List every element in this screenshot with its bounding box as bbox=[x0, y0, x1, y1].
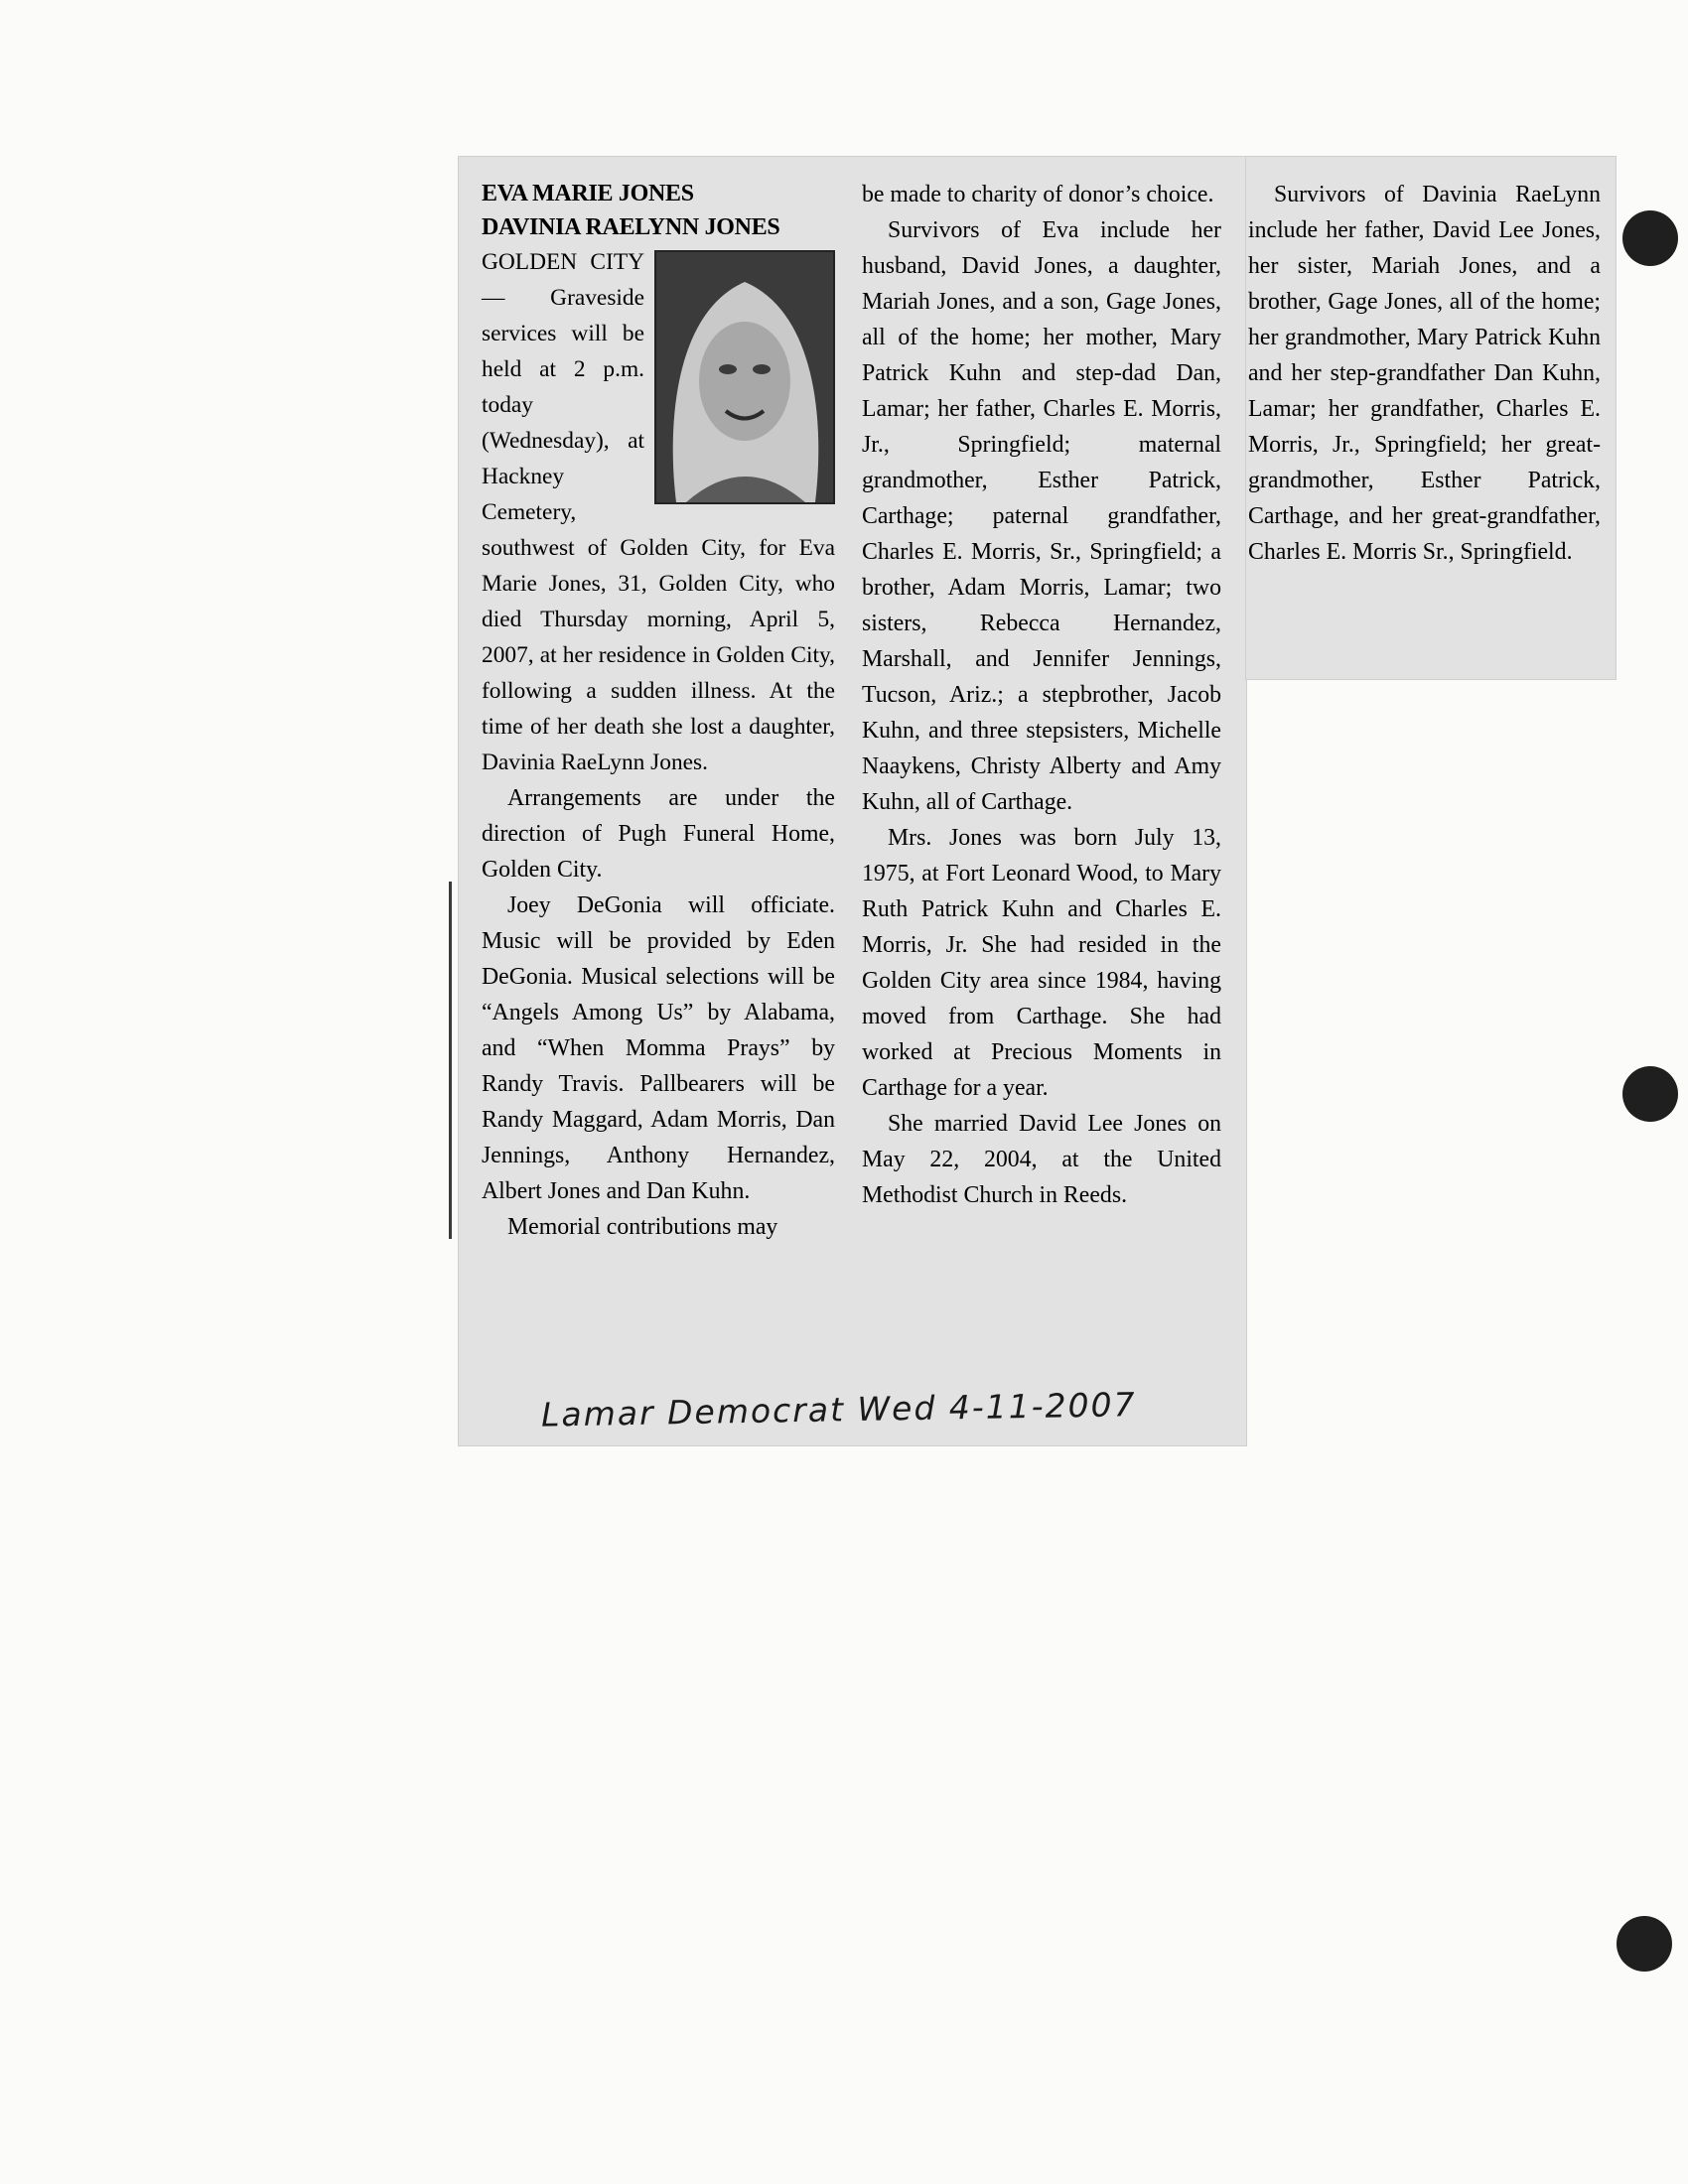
binder-hole bbox=[1622, 1066, 1678, 1122]
obituary-paragraph: Mrs. Jones was born July 13, 1975, at Fort Leonard Wood, to Mary Ruth Patrick Kuhn and Charles E. Morris, Jr. She had resided in the Golden City area since 1984, having moved from Carthage. She had worked at Precious Moments in Carthage for a year. bbox=[862, 825, 1221, 1101]
obituary-paragraph: Joey DeGonia will officiate. Music will be provided by Eden DeGonia. Musical selections will be “Angels Among Us” by Alabama, and “When Momma Prays” by Randy Travis. Pallbearers will be Randy Maggard, Adam Morris, Dan Jennings, Anthony Hernandez, Albert Jones and Dan Kuhn. bbox=[482, 892, 835, 1204]
headline: DAVINIA RAELYNN JONES bbox=[482, 214, 780, 240]
obituary-paragraph: Arrangements are under the direction of Pugh Funeral Home, Golden City. bbox=[482, 785, 835, 883]
headline: EVA MARIE JONES bbox=[482, 181, 694, 206]
obituary-column-2 bbox=[862, 177, 1221, 1213]
obituary-column-1 bbox=[482, 177, 835, 1245]
bleed-through-text bbox=[1291, 695, 1489, 1291]
portrait-photo bbox=[654, 250, 835, 504]
obituary-paragraph: GOLDEN CITY — Graveside services will be held at 2 p.m. today (Wednesday), at Hackney Cemetery, southwest of Golden City, for Eva Marie Jones, 31, Golden City, who died Thursday morning, April 5, 2007, at her residence in Golden City, following a sudden illness. At the time of her death she lost a daughter, Davinia RaeLynn Jones. bbox=[482, 249, 835, 775]
obituary-paragraph: Memorial contributions may bbox=[507, 1214, 778, 1240]
binder-hole bbox=[1617, 1916, 1672, 1972]
obituary-column-3 bbox=[1248, 177, 1601, 570]
obituary-paragraph: Survivors of Eva include her husband, David Jones, a daughter, Mariah Jones, and a son, Gage Jones, all of the home; her mother, Mary Patrick Kuhn and step-dad Dan, Lamar; her father, Charles E. Morris, Jr., Springfield; maternal grandmother, Esther Patrick, Carthage; paternal grandfather, Charles E. Morris, Sr., Springfield; a brother, Adam Morris, Lamar; two sisters, Rebecca Hernandez, Marshall, and Jennifer Jennings, Tucson, Ariz.; a stepbrother, Jacob Kuhn, and three stepsisters, Michelle Naaykens, Christy Alberty and Amy Kuhn, all of Carthage. bbox=[862, 217, 1221, 815]
clipping-edge bbox=[449, 882, 452, 1239]
handwritten-source-note: Lamar Democrat Wed 4-11-2007 bbox=[540, 1385, 1137, 1434]
obituary-paragraph: She married David Lee Jones on May 22, 2004, at the United Methodist Church in Reeds. bbox=[862, 1111, 1221, 1208]
obituary-paragraph: Survivors of Davinia RaeLynn include her father, David Lee Jones, her sister, Mariah Jones, and a brother, Gage Jones, all of the home; her grandmother, Mary Patrick Kuhn and her step-grandfather Dan Kuhn, Lamar; her grandfather, Charles E. Morris, Jr., Springfield; her great-grandmother, Esther Patrick, Carthage, and her great-grandfather, Charles E. Morris Sr., Springfield. bbox=[1248, 182, 1601, 565]
binder-hole bbox=[1622, 210, 1678, 266]
obituary-paragraph: be made to charity of donor’s choice. bbox=[862, 182, 1214, 207]
